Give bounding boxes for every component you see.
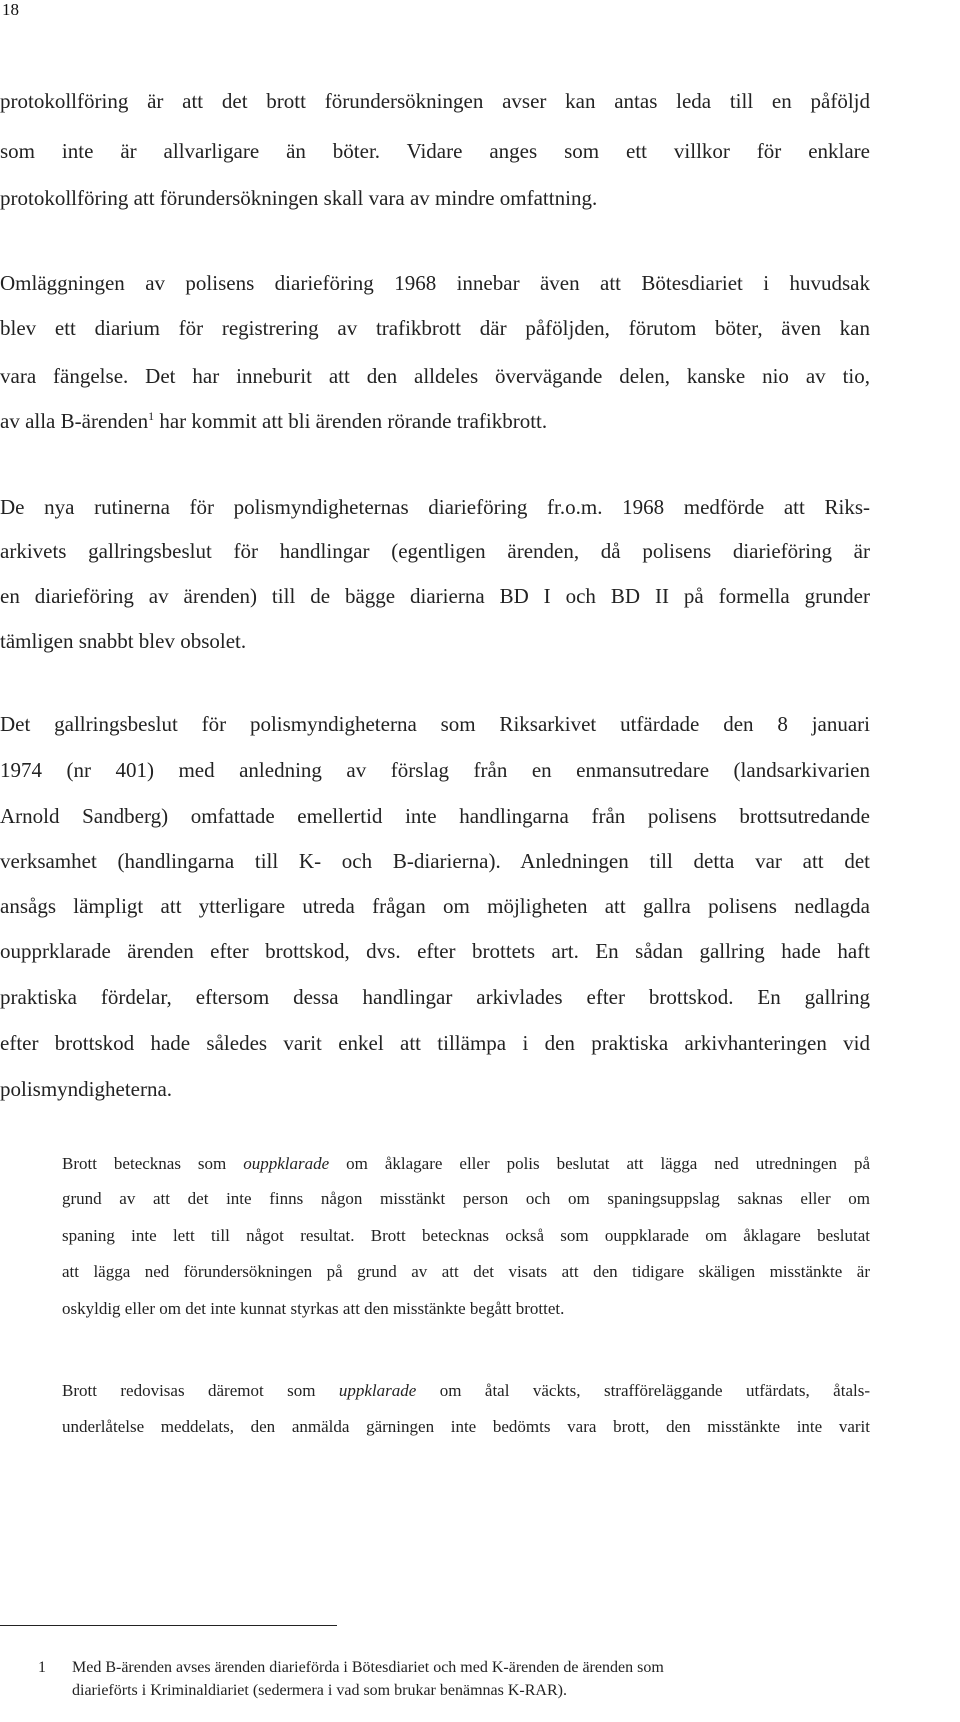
note-line xyxy=(62,1154,870,1174)
paragraph-line: protokollföring att förundersökningen skall vara av mindre omfattning. xyxy=(0,186,598,210)
note-emphasis: ouppklarade xyxy=(243,1154,330,1173)
note-line: grund av att det inte finns någon misstänkt person och om spaningsuppslag saknas eller om xyxy=(62,1189,870,1208)
note-line: spaning inte lett till något resultat. Brott betecknas också som ouppklarade om åklagare beslutat xyxy=(62,1226,870,1245)
footnote-separator xyxy=(0,1625,337,1626)
paragraph-line: praktiska fördelar, eftersom dessa handlingar arkivlades efter brottskod. En gallring xyxy=(0,985,870,1009)
note-line: att lägga ned förundersökningen på grund av att det visats att den tidigare skäligen misstänkte är xyxy=(62,1262,870,1281)
paragraph-line: ansågs lämpligt att ytterligare utreda frågan om möjligheten att gallra polisens nedlagda xyxy=(0,894,870,918)
paragraph-line: efter brottskod hade således varit enkel att tillämpa i den praktiska arkivhanteringen vid xyxy=(0,1031,870,1055)
note-emphasis: uppklarade xyxy=(338,1381,417,1400)
note-line: oskyldig eller om det inte kunnat styrkas att den misstänkte begått brottet. xyxy=(62,1299,565,1318)
note-line: underlåtelse meddelats, den anmälda gärningen inte bedömts vara brott, den misstänkte inte varit xyxy=(62,1417,870,1436)
footnote-marker: 1 xyxy=(38,1659,46,1676)
paragraph-text: har kommit att bli ärenden rörande trafikbrott. xyxy=(154,409,548,433)
paragraph-line: blev ett diarium för registrering av trafikbrott där påföljden, förutom böter, även kan xyxy=(0,316,870,340)
paragraph-line xyxy=(0,409,547,433)
footnote-reference: 1 xyxy=(148,409,155,423)
paragraph-line: Det gallringsbeslut för polismyndigheterna som Riksarkivet utfärdade den 8 januari xyxy=(0,712,870,736)
paragraph-line: Omläggningen av polisens diarieföring 1968 innebar även att Bötesdiariet i huvudsak xyxy=(0,271,870,295)
paragraph-line: De nya rutinerna för polismyndigheternas diarieföring fr.o.m. 1968 medförde att Riks- xyxy=(0,495,870,519)
paragraph-line: en diarieföring av ärenden) till de bägge diarierna BD I och BD II på formella grunder xyxy=(0,584,870,608)
note-text: om åtal väckts, strafföreläggande utfärdats, åtals- xyxy=(416,1381,870,1400)
paragraph-line: polismyndigheterna. xyxy=(0,1077,173,1101)
paragraph-line: som inte är allvarligare än böter. Vidare anges som ett villkor för enklare xyxy=(0,139,870,163)
paragraph-line: tämligen snabbt blev obsolet. xyxy=(0,629,247,653)
note-line xyxy=(62,1381,870,1401)
paragraph-line: arkivets gallringsbeslut för handlingar (egentligen ärenden, då polisens diarieföring är xyxy=(0,539,870,563)
paragraph-line: Arnold Sandberg) omfattade emellertid inte handlingarna från polisens brottsutredande xyxy=(0,804,870,828)
page-number: 18 xyxy=(2,0,19,19)
note-text: om åklagare eller polis beslutat att lägga ned utredningen på xyxy=(329,1154,870,1173)
paragraph-line: 1974 (nr 401) med anledning av förslag från en enmansutredare (landsarkivarien xyxy=(0,758,870,782)
note-text: Brott betecknas som xyxy=(62,1154,244,1173)
paragraph-text: av alla B-ärenden xyxy=(0,409,149,433)
paragraph-line: vara fängelse. Det har inneburit att den alldeles övervägande delen, kanske nio av tio, xyxy=(0,364,870,388)
paragraph-line: protokollföring är att det brott förundersökningen avser kan antas leda till en påföljd xyxy=(0,89,870,113)
footnote-line: diarieförts i Kriminaldiariet (sedermera i vad som brukar benämnas K-RAR). xyxy=(72,1682,567,1699)
paragraph-line: oupprklarade ärenden efter brottskod, dvs. efter brottets art. En sådan gallring hade haft xyxy=(0,939,870,963)
footnote-line: Med B-ärenden avses ärenden diarieförda i Bötesdiariet och med K-ärenden de ärenden som xyxy=(72,1659,664,1676)
paragraph-line: verksamhet (handlingarna till K- och B-diarierna). Anledningen till detta var att det xyxy=(0,849,870,873)
note-text: Brott redovisas däremot som xyxy=(62,1381,339,1400)
